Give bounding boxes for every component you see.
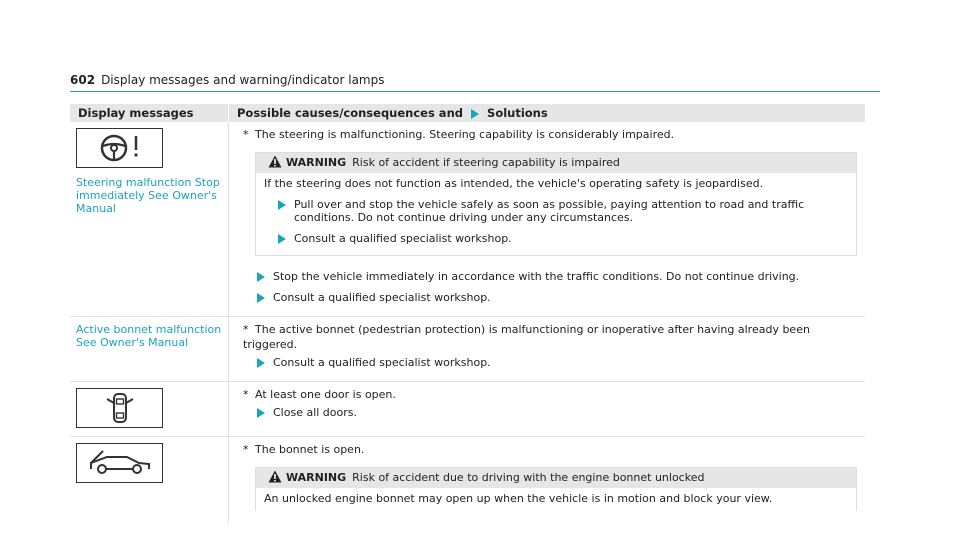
warning-box	[255, 467, 857, 511]
warning-title: Risk of accident due to driving with the engine bonnet unlocked	[352, 471, 705, 484]
cause-text	[243, 322, 865, 352]
warning-step	[264, 198, 848, 224]
cause-text	[243, 127, 865, 142]
step-arrow-icon	[278, 234, 286, 244]
asterisk: *	[243, 443, 249, 456]
table-row	[70, 382, 865, 437]
warning-triangle-icon	[268, 470, 282, 490]
solution-step	[243, 406, 865, 419]
step-arrow-icon	[257, 272, 265, 282]
cause-cell	[229, 437, 866, 524]
asterisk: *	[243, 388, 249, 401]
solution-step-text: Close all doors.	[273, 406, 358, 419]
bonnet-open-icon	[76, 443, 163, 483]
message-text: Steering malfunction Stop immediately See Owner's Manual	[76, 176, 220, 215]
cause-text	[243, 442, 865, 457]
asterisk: *	[243, 323, 249, 336]
warning-step-text: Pull over and stop the vehicle safely as soon as possible, paying attention to road and traffic conditions. Do not continue driving under any circumstances.	[294, 198, 805, 224]
warning-label: WARNING	[286, 156, 347, 169]
message-text: Active bonnet malfunction See Owner's Manual	[76, 323, 222, 349]
header-rule	[70, 91, 880, 92]
cause-label: At least one door is open.	[255, 388, 396, 401]
message-cell	[70, 437, 229, 524]
cause-cell	[229, 382, 866, 437]
cause-label: The bonnet is open.	[255, 443, 365, 456]
warning-header	[256, 468, 856, 488]
warning-text: An unlocked engine bonnet may open up when the vehicle is in motion and block your view.	[264, 492, 773, 505]
cause-cell	[229, 317, 866, 382]
message-cell	[70, 317, 229, 382]
step-arrow-icon	[257, 408, 265, 418]
step-arrow-icon	[278, 200, 286, 210]
warning-label: WARNING	[286, 471, 347, 484]
warning-triangle-icon	[268, 155, 282, 175]
warning-text: If the steering does not function as intended, the vehicle's operating safety is jeopardised.	[264, 177, 764, 190]
table-row	[70, 317, 865, 382]
table-row	[70, 122, 865, 317]
page-header-title: Display messages and warning/indicator lamps	[101, 73, 385, 87]
warning-body	[256, 488, 856, 511]
col-display-messages: Display messages	[70, 104, 229, 122]
table-header-row	[70, 104, 865, 122]
solution-step-text: Stop the vehicle immediately in accordance with the traffic conditions. Do not continue driving.	[273, 270, 800, 283]
solution-step-text: Consult a qualified specialist workshop.	[273, 291, 491, 304]
warning-box	[255, 152, 857, 256]
display-messages-table	[70, 104, 865, 523]
page-number: 602	[70, 73, 96, 87]
cause-text	[243, 387, 865, 402]
steering-warning-icon	[76, 128, 163, 168]
warning-body	[256, 173, 856, 255]
warning-title: Risk of accident if steering capability is impaired	[352, 156, 620, 169]
col-causes-prefix: Possible causes/consequences and	[237, 106, 463, 120]
cause-label: The active bonnet (pedestrian protection) is malfunctioning or inoperative after having already been triggered.	[243, 323, 810, 351]
step-arrow-icon	[257, 358, 265, 368]
warning-step	[264, 232, 848, 245]
col-causes-solutions	[229, 104, 866, 122]
page-header	[70, 73, 384, 87]
message-cell	[70, 122, 229, 317]
asterisk: *	[243, 128, 249, 141]
warning-header	[256, 153, 856, 173]
solution-step-text: Consult a qualified specialist workshop.	[273, 356, 491, 369]
cause-label: The steering is malfunctioning. Steering capability is considerably impaired.	[255, 128, 675, 141]
table-row	[70, 437, 865, 524]
warning-step-text: Consult a qualified specialist workshop.	[294, 232, 512, 245]
step-arrow-icon	[257, 293, 265, 303]
col-solutions-suffix: Solutions	[487, 106, 548, 120]
solution-step	[243, 291, 865, 304]
solution-step	[243, 356, 865, 369]
door-open-icon	[76, 388, 163, 428]
cause-cell	[229, 122, 866, 317]
step-arrow-icon	[471, 109, 479, 119]
solution-step	[243, 270, 865, 283]
message-cell	[70, 382, 229, 437]
